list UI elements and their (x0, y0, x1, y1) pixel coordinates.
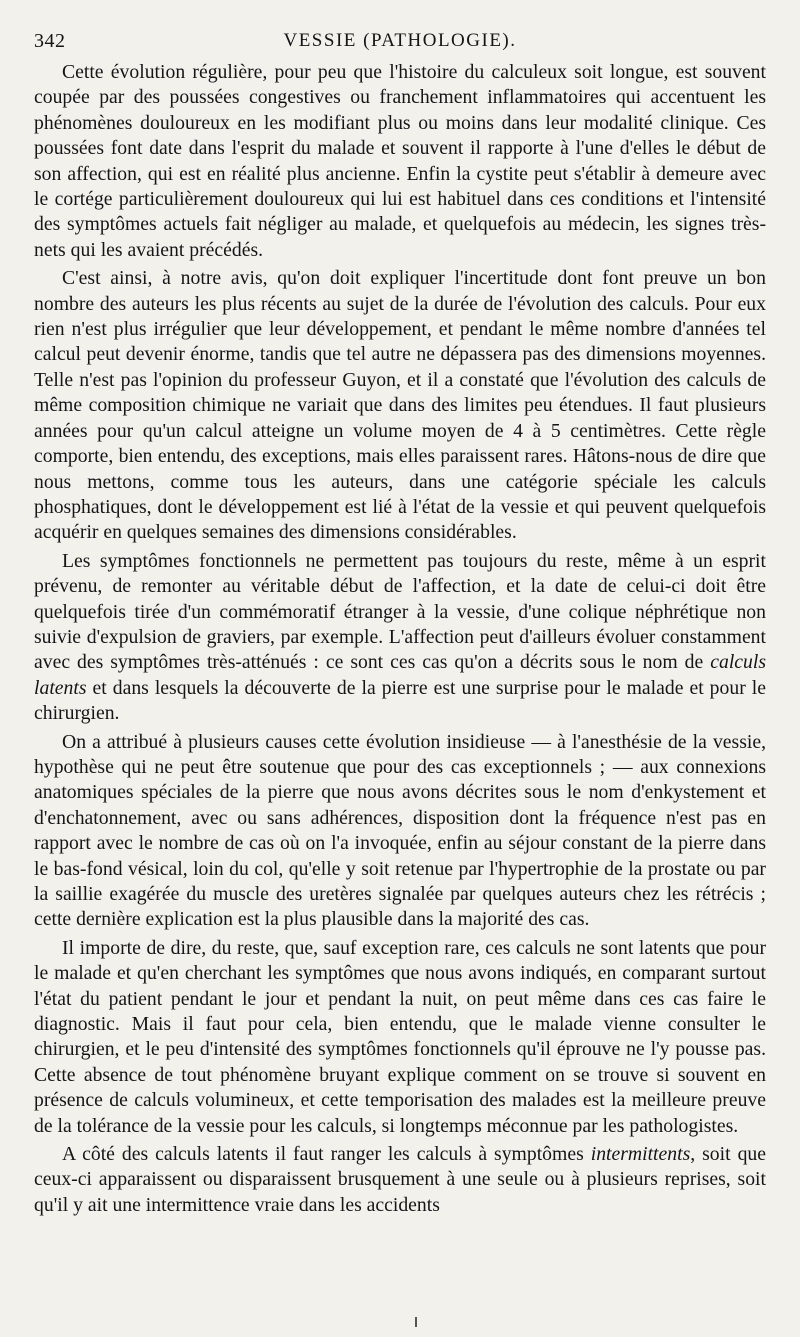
paragraph-text: Il importe de dire, du reste, que, sauf exception rare, ces calculs ne sont latents que pour le malade et qu'en cherchant les symptômes que nous avons indiqués, en comparant surtout l'état du patient pendant le jour et pendant la nuit, on peut même dans ces cas faire le diagnostic. Mais il faut pour cela, bien entendu, que le malade vienne consulter le chirurgien, et le peu d'intensité des symptômes fonctionnels qu'il éprouve ne l'y pousse pas. Cette absence de tout phénomène bruyant explique comment on se trouve si souvent en présence de calculs volumineux, et cette temporisation des malades est la meilleure preuve de la tolérance de la vessie pour les calculs, si longtemps méconnue par les pathologistes. (34, 936, 766, 1137)
paragraph-3 (34, 549, 766, 727)
page-header (34, 26, 766, 60)
paragraph-text: et dans lesquels la découverte de la pierre est une surprise pour le malade et pour le chirurgien. (34, 676, 766, 725)
folio-tick-mark (415, 1317, 417, 1327)
italic-term: calculs latents (34, 651, 766, 699)
italic-term: intermittents (590, 1143, 691, 1166)
body-text (34, 60, 766, 1218)
running-title: VESSIE (PATHOLOGIE). (283, 30, 517, 51)
paragraph-text: Cette évolution régulière, pour peu que l'histoire du calculeux soit longue, est souvent coupée par des poussées congestives ou franchement inflammatoires qui accentuent les phénomènes douloureux en les modifiant plus ou moins dans leur modalité clinique. Ces poussées font date dans l'esprit du malade et souvent il rapporte à l'une d'elles le début de son affection, qui est en réalité plus ancienne. Enfin la cystite peut s'établir à demeure avec le cortége particulièrement douloureux qui lui est habituel dans ces conditions et l'intensité des symptômes actuels fait négliger au malade, et quelquefois au médecin, les signes très-nets qui les avaient précédés. (34, 61, 766, 261)
paragraph-6 (34, 1142, 766, 1218)
paragraph-text: C'est ainsi, à notre avis, qu'on doit expliquer l'incertitude dont font preuve un bon nombre des auteurs les plus récents au sujet de la durée de l'évolution des calculs. Pour eux rien n'est plus irrégulier que leur développement, et pendant le même nombre d'années tel calcul peut devenir énorme, tandis que tel autre ne dépassera pas des dimensions moyennes. Telle n'est pas l'opinion du professeur Guyon, et il a constaté que l'évolution des calculs de même composition chimique ne variait que dans des limites peu étendues. Il faut plusieurs années pour qu'un calcul atteigne un volume moyen de 4 à 5 centimètres. Cette règle comporte, bien entendu, des exceptions, mais elles paraissent rares. Hâtons-nous de dire que nous mettons, comme tous les auteurs, dans une catégorie spéciale les calculs phosphatiques, dont le développement est lié à l'état de la vessie et qui peuvent quelquefois acquérir en quelques semaines des dimensions considérables. (34, 267, 766, 544)
paragraph-text: , soit que ceux-ci apparaissent ou disparaissent brusquement à une seule ou à plusieurs reprises, soit qu'il y ait une intermittence vraie dans les accidents (34, 1143, 766, 1216)
paragraph-4 (34, 730, 766, 933)
page-number: 342 (34, 30, 66, 52)
paragraph-2 (34, 266, 766, 545)
paragraph-5 (34, 936, 766, 1139)
paragraph-text: On a attribué à plusieurs causes cette évolution insidieuse — à l'anesthésie de la vessie, hypothèse qui ne peut être soutenue que pour des cas exceptionnels ; — aux connexions anatomiques spéciales de la pierre que nous avons décrites sous le nom d'enkystement et d'enchatonnement, avec ou sans adhérences, disposition dont la fréquence n'est pas en rapport avec le nombre de cas où on l'a invoquée, enfin au séjour constant de la pierre dans le bas-fond vésical, loin du col, qu'elle y soit retenue par l'hypertrophie de la prostate ou par la saillie exagérée du muscle des uretères signalée par quelques auteurs chez les rétrécis ; cette dernière explication est la plus plausible dans la majorité des cas. (34, 730, 766, 931)
paragraph-text: Les symptômes fonctionnels ne permettent pas toujours du reste, même à un esprit prévenu, de remonter au véritable début de l'affection, et la date de celui-ci doit être quelquefois tirée d'un commémoratif étranger à la vessie, d'une colique néphrétique non suivie d'expulsion de graviers, par exemple. L'affection peut d'ailleurs évoluer constamment avec des symptômes très-atténués : ce sont ces cas qu'on a décrits sous le nom de (34, 549, 766, 674)
paragraph-text: A côté des calculs latents il faut ranger les calculs à symptômes (62, 1143, 591, 1166)
paragraph-1 (34, 60, 766, 263)
